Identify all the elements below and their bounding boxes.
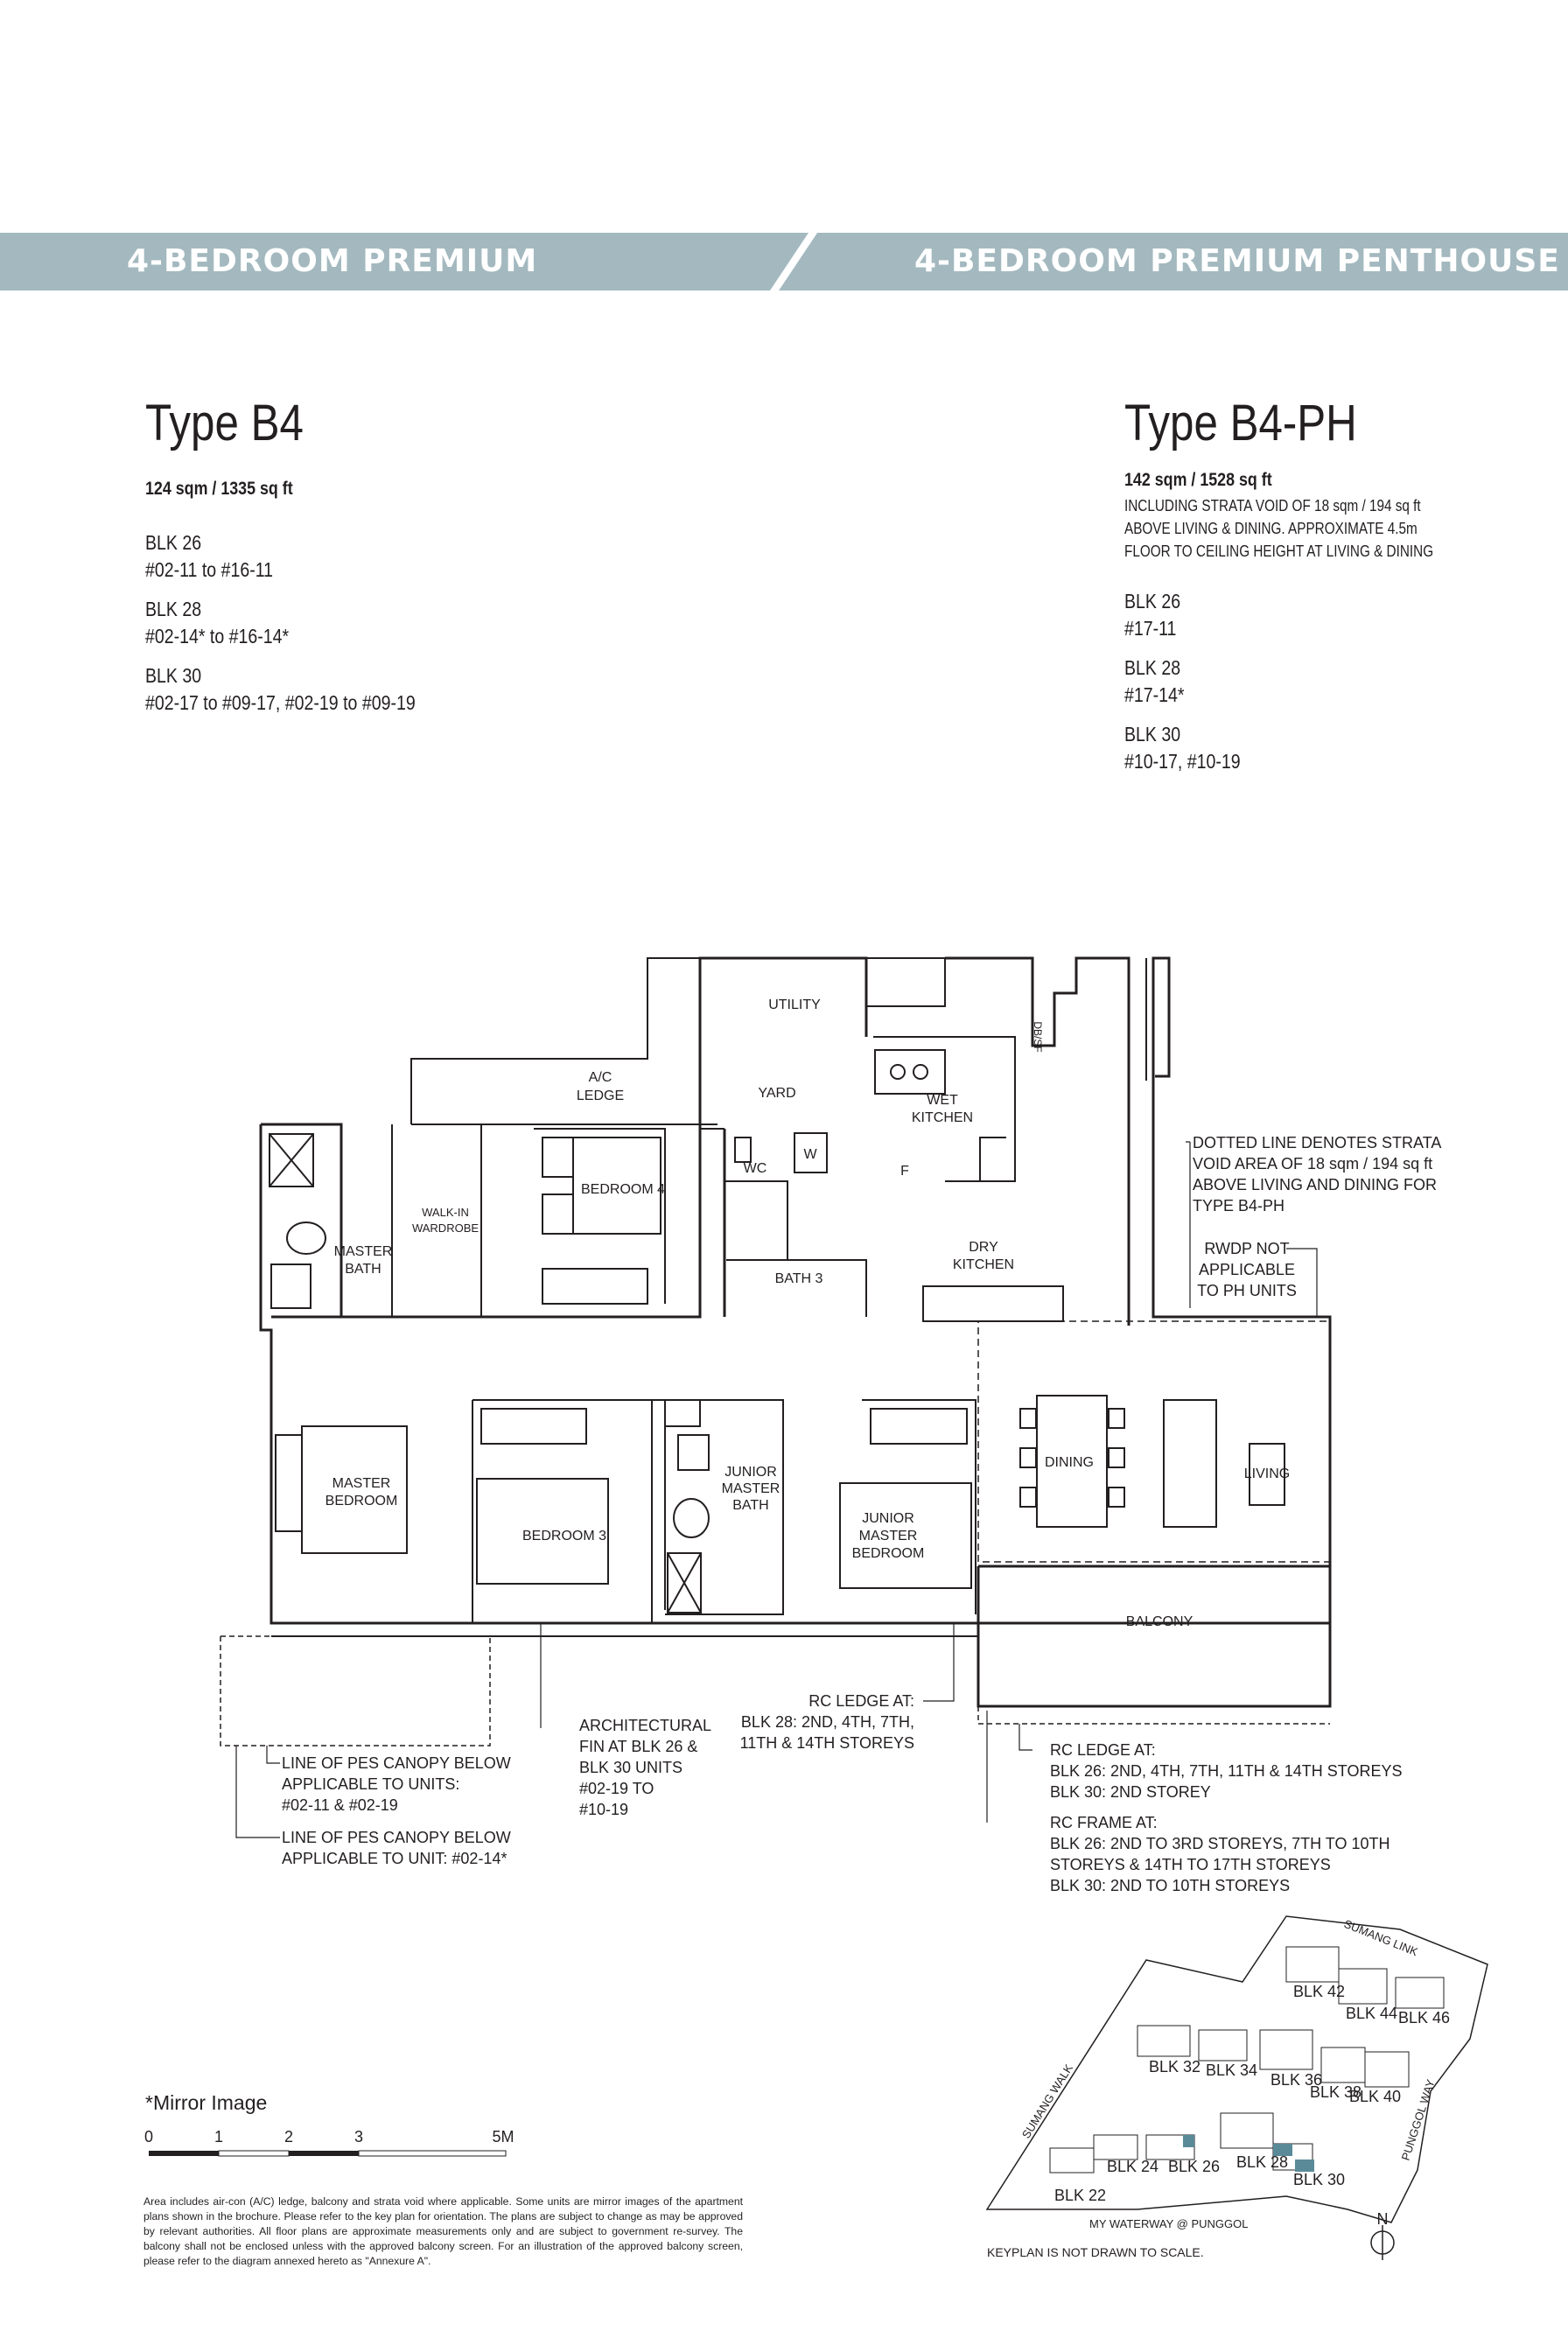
ann-pes1: APPLICABLE TO UNITS: — [282, 1775, 460, 1793]
room-yard: YARD — [758, 1086, 796, 1101]
keyplan-block: BLK 46 — [1398, 2009, 1451, 2026]
keyplan-road: PUNGGOL WAY — [1398, 2077, 1438, 2162]
keyplan — [987, 1916, 1488, 2260]
b4ph-blk26-units: #17-11 — [1124, 617, 1177, 640]
room-junior-master-bath: JUNIOR — [724, 1465, 777, 1480]
ann-rc-ledge-26: RC LEDGE AT: — [1050, 1741, 1156, 1759]
b4-blk30: BLK 30 — [145, 664, 202, 687]
room-junior-master-bedroom: BEDROOM — [851, 1546, 925, 1561]
keyplan-block: BLK 42 — [1293, 1983, 1346, 2000]
b4ph-blk26: BLK 26 — [1124, 590, 1181, 612]
keyplan-block: BLK 40 — [1349, 2088, 1402, 2105]
room-master-bath: MASTER — [333, 1244, 393, 1259]
ann-pes2: APPLICABLE TO UNIT: #02-14* — [282, 1850, 508, 1867]
scale-tick: 1 — [214, 2128, 224, 2146]
ann-rc-ledge-26: BLK 26: 2ND, 4TH, 7TH, 11TH & 14TH STOREYS — [1050, 1762, 1403, 1780]
b4-blk28: BLK 28 — [145, 598, 202, 620]
room-junior-master-bath: BATH — [732, 1498, 769, 1513]
disclaimer: Area includes air-con (A/C) ledge, balcony and strata void where applicable. Some units are mirror images of the apartment plans shown in the brochure. Please refer to the key plan for orientation. The plans are subject to change as may be approved by relevant authorities. All floor plans are approximate measurements only and are subject to government re-survey. The balcony shall not be enclosed unless with the approved balcony screen. For an illustration of the approved balcony screen, please refer to the diagram annexed hereto as "Annexure A". — [144, 2195, 743, 2267]
keyplan-block: BLK 28 — [1236, 2153, 1289, 2171]
scale-tick: 5M — [492, 2128, 514, 2146]
keyplan-road: SUMANG WALK — [1018, 2062, 1075, 2141]
keyplan-block: BLK 36 — [1270, 2071, 1323, 2089]
ann-pes1: LINE OF PES CANOPY BELOW — [282, 1754, 511, 1772]
type-b4-title: Type B4 — [145, 395, 304, 452]
b4ph-blk30-units: #10-17, #10-19 — [1124, 750, 1241, 773]
banner-left-title: 4-BEDROOM PREMIUM — [127, 243, 538, 279]
ann-arch-fin: ARCHITECTURAL — [579, 1717, 712, 1734]
room-dbsf: DB/SF — [1032, 1021, 1044, 1053]
room-walk-in: WARDROBE — [411, 1222, 480, 1235]
room-walk-in: WALK-IN — [422, 1206, 469, 1219]
room-dining: DINING — [1045, 1455, 1094, 1470]
north-label: N — [1376, 2210, 1389, 2228]
ann-rc-ledge-28: RC LEDGE AT: — [808, 1692, 914, 1710]
room-master-bath: BATH — [345, 1262, 382, 1277]
ann-dotted-line: TYPE B4-PH — [1193, 1197, 1285, 1214]
ann-dotted-line: DOTTED LINE DENOTES STRATA — [1193, 1134, 1442, 1152]
keyplan-block: BLK 26 — [1168, 2158, 1221, 2175]
room-junior-master-bedroom: MASTER — [858, 1529, 918, 1544]
room-wc: WC — [743, 1161, 767, 1176]
ann-rwdp: TO PH UNITS — [1197, 1282, 1297, 1299]
scale-tick: 2 — [284, 2128, 294, 2146]
keyplan-block: BLK 24 — [1107, 2158, 1159, 2175]
type-b4-area: 124 sqm / 1335 sq ft — [145, 479, 293, 499]
ann-arch-fin: #10-19 — [579, 1801, 629, 1818]
room-utility: UTILITY — [768, 998, 821, 1012]
b4ph-blk28-units: #17-14* — [1124, 683, 1185, 706]
room-bedroom3: BEDROOM 3 — [522, 1529, 607, 1544]
room-master-bedroom: BEDROOM — [325, 1494, 398, 1508]
b4ph-note-line: INCLUDING STRATA VOID OF 18 sqm / 194 sq ft — [1124, 497, 1421, 514]
keyplan-note: KEYPLAN IS NOT DRAWN TO SCALE. — [987, 2245, 1204, 2259]
b4-blk28-units: #02-14* to #16-14* — [145, 625, 290, 648]
ann-arch-fin: FIN AT BLK 26 & — [579, 1738, 698, 1755]
room-balcony: BALCONY — [1125, 1614, 1194, 1629]
keyplan-block: BLK 22 — [1054, 2187, 1107, 2204]
room-wet-kitchen: KITCHEN — [911, 1110, 974, 1125]
room-living: LIVING — [1243, 1466, 1291, 1481]
room-junior-master-bedroom: JUNIOR — [862, 1511, 914, 1526]
ann-rc-frame: RC FRAME AT: — [1050, 1814, 1158, 1831]
ann-rwdp: RWDP NOT — [1204, 1240, 1290, 1257]
ann-arch-fin: BLK 30 UNITS — [579, 1759, 683, 1776]
ann-dotted-line: VOID AREA OF 18 sqm / 194 sq ft — [1193, 1155, 1433, 1172]
keyplan-road: MY WATERWAY @ PUNGGOL — [1089, 2217, 1249, 2230]
scale-tick: 3 — [354, 2128, 364, 2146]
ann-rc-frame: BLK 30: 2ND TO 10TH STOREYS — [1050, 1877, 1291, 1894]
room-dry-kitchen: DRY — [969, 1240, 998, 1255]
ann-arch-fin: #02-19 TO — [579, 1780, 654, 1797]
room-bath3: BATH 3 — [774, 1271, 823, 1286]
ann-rc-frame: STOREYS & 14TH TO 17TH STOREYS — [1050, 1856, 1331, 1873]
room-w: W — [803, 1147, 817, 1162]
ann-rc-frame: BLK 26: 2ND TO 3RD STOREYS, 7TH TO 10TH — [1050, 1835, 1390, 1852]
mirror-image-note: *Mirror Image — [145, 2091, 268, 2114]
b4ph-blk28: BLK 28 — [1124, 656, 1181, 679]
room-junior-master-bath: MASTER — [721, 1481, 780, 1496]
keyplan-road: SUMANG LINK — [1341, 1916, 1420, 1959]
b4ph-note-line: ABOVE LIVING & DINING. APPROXIMATE 4.5m — [1124, 520, 1418, 537]
room-master-bedroom: MASTER — [332, 1476, 391, 1491]
banner-right-title: 4-BEDROOM PREMIUM PENTHOUSE — [914, 243, 1560, 279]
room-ac-ledge: A/C — [588, 1070, 612, 1085]
b4-blk26: BLK 26 — [145, 531, 202, 554]
room-ac-ledge: LEDGE — [576, 1088, 625, 1103]
type-b4ph-area: 142 sqm / 1528 sq ft — [1124, 470, 1272, 490]
keyplan-block: BLK 32 — [1149, 2058, 1201, 2076]
keyplan-block: BLK 44 — [1346, 2005, 1398, 2022]
keyplan-block: BLK 34 — [1206, 2062, 1258, 2079]
b4-blk26-units: #02-11 to #16-11 — [145, 558, 274, 581]
b4ph-note-line: FLOOR TO CEILING HEIGHT AT LIVING & DINING — [1124, 542, 1434, 560]
room-f: F — [900, 1164, 909, 1179]
ann-rc-ledge-26: BLK 30: 2ND STOREY — [1050, 1783, 1211, 1801]
keyplan-block: BLK 38 — [1310, 2083, 1362, 2101]
room-bedroom4: BEDROOM 4 — [580, 1182, 666, 1197]
ann-rc-ledge-28: BLK 28: 2ND, 4TH, 7TH, — [740, 1713, 914, 1731]
keyplan-block: BLK 30 — [1293, 2171, 1346, 2188]
ann-pes2: LINE OF PES CANOPY BELOW — [282, 1829, 511, 1846]
b4ph-blk30: BLK 30 — [1124, 723, 1181, 746]
ann-dotted-line: ABOVE LIVING AND DINING FOR — [1193, 1176, 1438, 1194]
ann-rc-ledge-28: 11TH & 14TH STOREYS — [739, 1734, 914, 1752]
b4-blk30-units: #02-17 to #09-17, #02-19 to #09-19 — [145, 691, 416, 714]
room-dry-kitchen: KITCHEN — [952, 1257, 1015, 1272]
room-wet-kitchen: WET — [927, 1093, 958, 1108]
type-b4ph-title: Type B4-PH — [1124, 395, 1357, 452]
scale-tick: 0 — [144, 2128, 154, 2146]
ann-pes1: #02-11 & #02-19 — [282, 1796, 398, 1814]
ann-rwdp: APPLICABLE — [1198, 1261, 1296, 1278]
scale-bar — [144, 2128, 514, 2156]
